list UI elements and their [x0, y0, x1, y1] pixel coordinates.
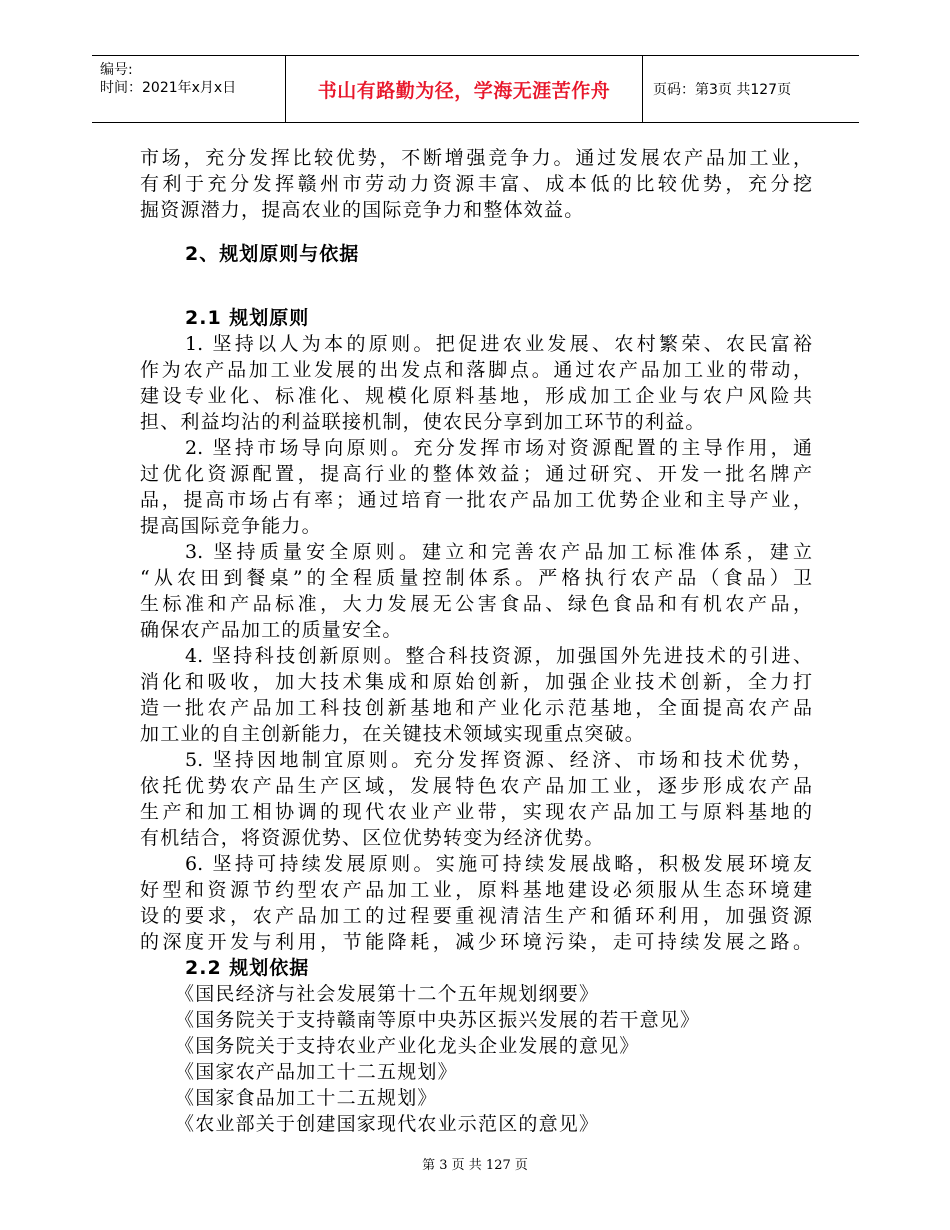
text-line: 加工业的自主创新能力，在关键技术领域实现重点突破。 — [140, 723, 646, 745]
reference-item: 《国务院关于支持赣南等原中央苏区振兴发展的若干意见》 — [175, 1009, 701, 1031]
reference-item: 《国务院关于支持农业产业化龙头企业发展的意见》 — [175, 1035, 640, 1057]
text-line: 4. 坚持科技创新原则。整合科技资源，加强国外先进技术的引进、 — [185, 645, 812, 667]
text-line: 担、利益均沾的利益联接机制，使农民分享到加工环节的利益。 — [140, 411, 706, 433]
text-line: 有利于充分发挥赣州市劳动力资源丰富、成本低的比较优势，充分挖 — [140, 173, 812, 195]
page-footer: 第 3 页 共 127 页 — [422, 1158, 528, 1173]
header-meta — [92, 56, 286, 122]
subsection-heading: 2.1 规划原则 — [185, 307, 310, 329]
text-line: 建设专业化、标准化、规模化原料基地，形成加工企业与农户风险共 — [140, 385, 812, 407]
text-line: 生产和加工相协调的现代农业产业带，实现农产品加工与原料基地的 — [140, 801, 812, 823]
reference-item: 《农业部关于创建国家现代农业示范区的意见》 — [175, 1113, 600, 1135]
text-line: 1. 坚持以人为本的原则。把促进农业发展、农村繁荣、农民富裕 — [185, 333, 812, 355]
text-line: 依托优势农产品生产区域，发展特色农产品加工业，逐步形成农产品 — [140, 775, 812, 797]
page-header — [92, 55, 859, 123]
text-line: “从农田到餐桌”的全程质量控制体系。严格执行农产品（食品）卫 — [140, 567, 812, 589]
reference-item: 《国民经济与社会发展第十二个五年规划纲要》 — [175, 983, 600, 1005]
text-line: 提高国际竞争能力。 — [140, 515, 322, 537]
text-line: 掘资源潜力，提高农业的国际竞争力和整体效益。 — [140, 199, 585, 221]
text-line: 的深度开发与利用，节能降耗，减少环境污染，走可持续发展之路。 — [140, 931, 812, 953]
header-page-info: 页码：第3页 共127页 — [653, 82, 792, 98]
reference-item: 《国家食品加工十二五规划》 — [175, 1087, 438, 1109]
reference-item: 《国家农产品加工十二五规划》 — [175, 1061, 458, 1083]
text-line: 3. 坚持质量安全原则。建立和完善农产品加工标准体系，建立 — [185, 541, 812, 563]
document-time-label: 时间：2021年x月x日 — [100, 80, 237, 96]
text-line: 设的要求，农产品加工的过程要重视清洁生产和循环利用，加强资源 — [140, 905, 812, 927]
document-number-label: 编号: — [100, 62, 133, 78]
text-line: 好型和资源节约型农产品加工业，原料基地建设必须服从生态环境建 — [140, 879, 812, 901]
text-line: 6. 坚持可持续发展原则。实施可持续发展战略，积极发展环境友 — [185, 853, 812, 875]
text-line: 2. 坚持市场导向原则。充分发挥市场对资源配置的主导作用，通 — [185, 437, 812, 459]
text-line: 确保农产品加工的质量安全。 — [140, 619, 403, 641]
text-line: 过优化资源配置，提高行业的整体效益；通过研究、开发一批名牌产 — [140, 463, 812, 485]
text-line: 作为农产品加工业发展的出发点和落脚点。通过农产品加工业的带动， — [140, 359, 812, 381]
header-motto: 书山有路勤为径，学海无涯苦作舟 — [286, 56, 643, 122]
text-line: 有机结合，将资源优势、区位优势转变为经济优势。 — [140, 827, 605, 849]
text-line: 消化和吸收，加大技术集成和原始创新，加强企业技术创新，全力打 — [140, 671, 812, 693]
text-line: 品，提高市场占有率；通过培育一批农产品加工优势企业和主导产业， — [140, 489, 812, 511]
section-heading: 2、规划原则与依据 — [185, 243, 360, 265]
subsection-heading: 2.2 规划依据 — [185, 957, 310, 979]
text-line: 生标准和产品标准，大力发展无公害食品、绿色食品和有机农产品， — [140, 593, 812, 615]
text-line: 造一批农产品加工科技创新基地和产业化示范基地，全面提高农产品 — [140, 697, 812, 719]
text-line: 市场，充分发挥比较优势，不断增强竞争力。通过发展农产品加工业， — [140, 147, 812, 169]
text-line: 5. 坚持因地制宜原则。充分发挥资源、经济、市场和技术优势， — [185, 749, 812, 771]
